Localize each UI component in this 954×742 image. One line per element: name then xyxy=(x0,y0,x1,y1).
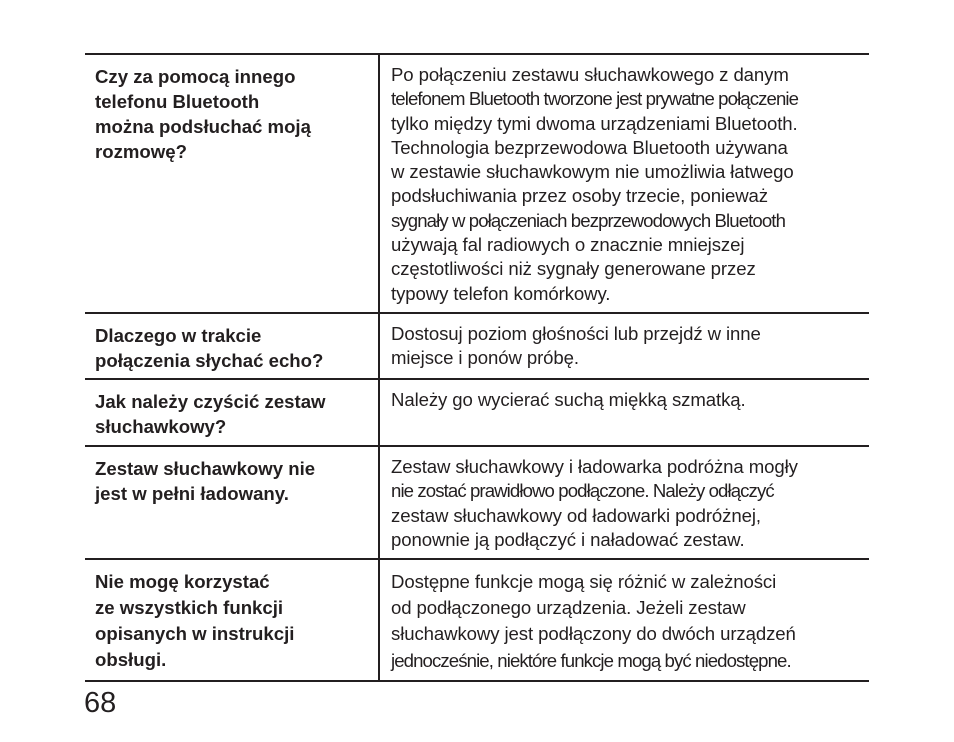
faq-row-functions xyxy=(85,560,869,682)
question-line: ze wszystkich funkcji xyxy=(95,597,284,618)
answer-line: jednocześnie, niektóre funkcje mogą być niedostępne. xyxy=(391,649,791,671)
answer-line: podsłuchiwania przez osoby trzecie, ponieważ xyxy=(391,185,768,207)
answer-line: Dostępne funkcje mogą się różnić w zależności xyxy=(391,571,777,592)
faq-answer xyxy=(380,447,869,558)
answer-line: Dostosuj poziom głośności lub przejdź w inne xyxy=(391,323,761,344)
faq-answer xyxy=(380,314,869,378)
question-line: Jak należy czyścić zestaw xyxy=(95,391,326,412)
faq-question xyxy=(85,314,380,378)
answer-line: sygnały w połączeniach bezprzewodowych Bluetooth xyxy=(391,209,786,231)
answer-line: używają fal radiowych o znacznie mniejszej xyxy=(391,234,745,256)
faq-answer xyxy=(380,380,869,445)
faq-row-eavesdropping xyxy=(85,55,869,314)
question-line: można podsłuchać moją xyxy=(95,116,311,137)
answer-line: tylko między tymi dwoma urządzeniami Bluetooth. xyxy=(391,112,798,134)
answer-line: miejsce i ponów próbę. xyxy=(391,347,579,369)
answer-line: częstotliwości niż sygnały generowane przez xyxy=(391,258,756,280)
answer-line: typowy telefon komórkowy. xyxy=(391,282,611,304)
question-line: rozmowę? xyxy=(95,141,187,162)
question-line: Dlaczego w trakcie xyxy=(95,325,262,346)
page-number: 68 xyxy=(84,687,117,719)
question-line: Nie mogę korzystać xyxy=(95,571,270,592)
question-line: połączenia słychać echo? xyxy=(95,350,324,371)
answer-line: od podłączonego urządzenia. Jeżeli zestaw xyxy=(391,597,746,619)
faq-table xyxy=(85,53,869,682)
question-line: słuchawkowy? xyxy=(95,416,227,437)
answer-line: Technologia bezprzewodowa Bluetooth używana xyxy=(391,136,788,158)
answer-line: w zestawie słuchawkowym nie umożliwia łatwego xyxy=(391,161,794,183)
answer-line: nie zostać prawidłowo podłączone. Należy odłączyć xyxy=(391,480,774,502)
faq-question xyxy=(85,380,380,445)
question-line: obsługi. xyxy=(95,649,167,670)
answer-line: telefonem Bluetooth tworzone jest prywatne połączenie xyxy=(391,88,799,110)
faq-answer xyxy=(380,55,869,312)
faq-question xyxy=(85,447,380,558)
faq-row-charging xyxy=(85,447,869,560)
answer-line: ponownie ją podłączyć i naładować zestaw. xyxy=(391,528,745,550)
question-line: telefonu Bluetooth xyxy=(95,91,260,112)
faq-row-echo xyxy=(85,314,869,380)
faq-row-cleaning xyxy=(85,380,869,447)
faq-answer xyxy=(380,560,869,680)
answer-line: zestaw słuchawkowy od ładowarki podróżnej, xyxy=(391,504,761,526)
question-line: Czy za pomocą innego xyxy=(95,66,296,87)
answer-line: Zestaw słuchawkowy i ładowarka podróżna mogły xyxy=(391,456,798,477)
question-line: opisanych w instrukcji xyxy=(95,623,295,644)
answer-line: Po połączeniu zestawu słuchawkowego z danym xyxy=(391,64,789,85)
question-line: jest w pełni ładowany. xyxy=(95,483,289,504)
answer-line: Należy go wycierać suchą miękką szmatką. xyxy=(391,389,746,410)
answer-line: słuchawkowy jest podłączony do dwóch urządzeń xyxy=(391,623,796,645)
faq-question xyxy=(85,55,380,312)
question-line: Zestaw słuchawkowy nie xyxy=(95,458,316,479)
faq-question xyxy=(85,560,380,680)
